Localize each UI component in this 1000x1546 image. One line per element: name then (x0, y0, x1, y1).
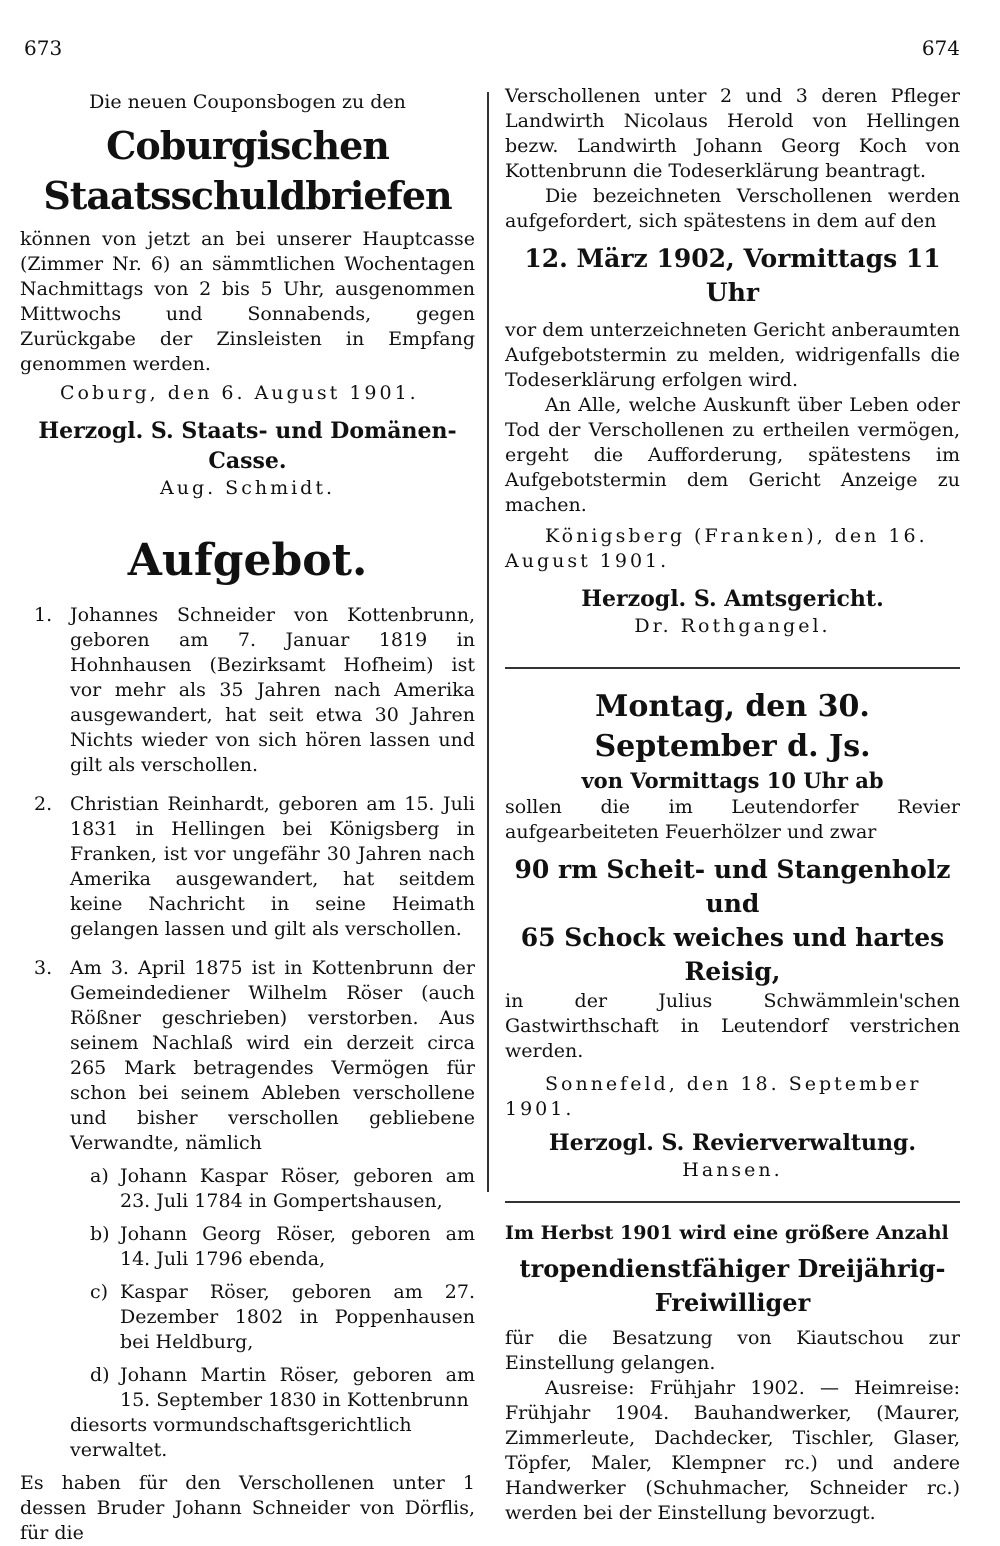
subitem-text: Kaspar Röser, geboren am 27. Dezember 1802 in Poppenhausen bei Heldburg, (120, 1281, 475, 1353)
left-column (20, 84, 475, 1546)
aufgebot-subitem-a (20, 1164, 475, 1214)
coupon-notice-lead: Die neuen Couponsbogen zu den (89, 91, 406, 113)
recruit-details: Ausreise: Frühjahr 1902. — Heimreise: Frühjahr 1904. Bauhandwerker, (Maurer, Zimmerleute, Dachdecker, Tischler, Glaser, Töpfer, Maler, Klempner rc.) und andere Handwerker (Schuhmacher, Schneider rc.) werden bei der Einstellung bevorzugt. (505, 1377, 960, 1524)
coupon-notice-place-date: Coburg, den 6. August 1901. (60, 382, 419, 404)
subitem-letter: b) (90, 1223, 110, 1245)
item-number: 3. (34, 957, 53, 979)
aufgebot-continuation: Verschollenen unter 2 und 3 deren Pfleger Landwirth Nicolaus Herold von Hellingen bezw. Landwirth Johann Georg Koch von Kottenbrunn die Todeserklärung beantragt. (505, 85, 960, 182)
coupon-notice-signer: Aug. Schmidt. (159, 477, 336, 499)
recruit-lead: Im Herbst 1901 wird eine größere Anzahl (505, 1222, 949, 1244)
auction-body: sollen die im Leutendorfer Revier aufgearbeiteten Feuerhölzer und zwar (505, 796, 960, 843)
coupon-notice-issuer: Herzogl. S. Staats- und Domänen-Casse. (38, 418, 457, 474)
court-issuer: Herzogl. S. Amtsgericht. (581, 586, 884, 612)
item-text: Am 3. April 1875 ist in Kottenbrunn der Gemeindediener Wilhelm Röser (auch Rößner geschrieben) verstorben. Aus seinem Nachlaß wird ein derzeit circa 265 Mark betragendes Vermögen für schon bei seinem Ableben verschollene und bisher verschollen gebliebene Verwandte, nämlich (70, 957, 475, 1154)
aufgebot-request: An Alle, welche Auskunft über Leben oder Tod der Verschollenen zu ertheilen vermögen, ergeht die Aufforderung, spätestens im Aufgebotstermin dem Gericht Anzeige zu machen. (505, 394, 960, 516)
auction-place-date: Sonnefeld, den 18. September 1901. (505, 1073, 922, 1120)
section-divider (505, 667, 960, 669)
recruit-title: tropendienstfähiger Dreijährig-Freiwilliger (519, 1254, 946, 1317)
aufgebot-title: Aufgebot. (127, 535, 368, 586)
auction-line-2: 65 Schock weiches und hartes Reisig, (520, 923, 945, 986)
aufgebot-subitem-d (20, 1363, 475, 1413)
aufgebot-item-3 (20, 956, 475, 1156)
item-number: 2. (34, 793, 53, 815)
column-divider (487, 92, 489, 1192)
auction-issuer: Herzogl. S. Revierverwaltung. (548, 1130, 917, 1156)
aufgebot-subitem-tail: diesorts vormundschaftsgerichtlich verwaltet. (70, 1414, 412, 1461)
item-text: Christian Reinhardt, geboren am 15. Juli 1831 in Hellingen bei Königsberg in Franken, ist vor ungefähr 30 Jahren nach Amerika ausgewandert, hat seitdem keine Nachricht in seine Heimath gelangen lassen und gilt als verschollen. (70, 793, 475, 940)
aufgebot-deadline: 12. März 1902, Vormittags 11 Uhr (524, 244, 941, 307)
right-column (505, 84, 960, 1526)
subitem-text: Johann Georg Röser, geboren am 14. Juli 1796 ebenda, (120, 1223, 475, 1270)
subitem-letter: a) (90, 1165, 109, 1187)
auction-subhead: von Vormittags 10 Uhr ab (581, 768, 884, 793)
aufgebot-summons: Die bezeichneten Verschollenen werden aufgefordert, sich spätestens in dem auf den (505, 185, 960, 232)
aufgebot-subitem-b (20, 1222, 475, 1272)
auction-signer: Hansen. (682, 1159, 783, 1181)
aufgebot-subitem-c (20, 1280, 475, 1355)
item-number: 1. (34, 604, 53, 626)
aufgebot-item-1 (20, 603, 475, 778)
aufgebot-closing: Es haben für den Verschollenen unter 1 dessen Bruder Johann Schneider von Dörflis, für die (20, 1472, 475, 1544)
coupon-notice-body: können von jetzt an bei unserer Hauptcasse (Zimmer Nr. 6) an sämmtlichen Wochentagen Nachmittags von 2 bis 5 Uhr, ausgenommen Mittwochs und Sonnabends, gegen Zurückgabe der Zinsleisten in Empfang genommen werden. (20, 228, 475, 375)
page-number-right: 674 (921, 36, 960, 60)
auction-location: in der Julius Schwämmlein'schen Gastwirthschaft in Leutendorf verstrichen werden. (505, 990, 960, 1062)
coupon-notice-title: Coburgischen Staatsschuldbriefen (43, 123, 452, 218)
subitem-letter: d) (90, 1364, 110, 1386)
item-text: Johannes Schneider von Kottenbrunn, geboren am 7. Januar 1819 in Hohnhausen (Bezirksamt Hofheim) ist vor mehr als 35 Jahren nach Amerika ausgewandert, hat seit etwa 30 Jahren Nichts wieder von sich hören lassen und gilt als verschollen. (70, 604, 475, 776)
court-place-date: Königsberg (Franken), den 16. August 1901. (505, 525, 928, 572)
recruit-body: für die Besatzung von Kiautschou zur Einstellung gelangen. (505, 1327, 960, 1374)
subitem-text: Johann Martin Röser, geboren am 15. September 1830 in Kottenbrunn (120, 1364, 475, 1411)
subitem-text: Johann Kaspar Röser, geboren am 23. Juli 1784 in Gompertshausen, (120, 1165, 475, 1212)
page-number-left: 673 (24, 36, 63, 60)
auction-headline: Montag, den 30. September d. Js. (594, 689, 871, 764)
subitem-letter: c) (90, 1281, 109, 1303)
aufgebot-item-2 (20, 792, 475, 942)
court-signer: Dr. Rothgangel. (634, 615, 831, 637)
section-divider (505, 1201, 960, 1203)
aufgebot-consequence: vor dem unterzeichneten Gericht anberaumten Aufgebotstermin zu melden, widrigenfalls die Todeserklärung erfolgen wird. (505, 319, 960, 391)
auction-line-1: 90 rm Scheit- und Stangenholz und (514, 855, 951, 918)
